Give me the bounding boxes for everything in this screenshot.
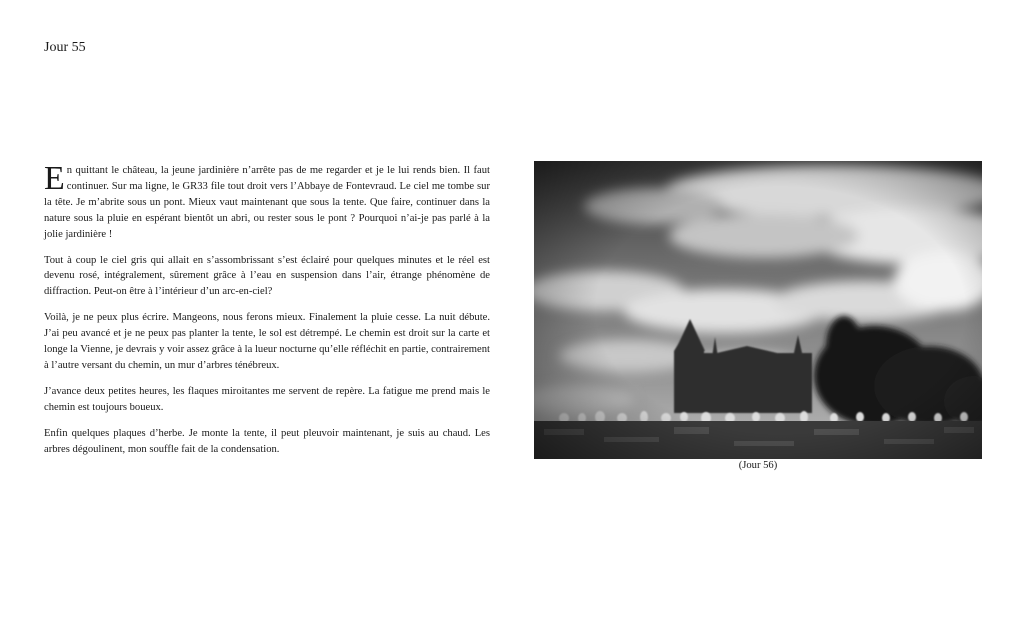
- paragraph-1: [44, 160, 490, 243]
- abbey-photo: [534, 161, 982, 459]
- paragraph-1-rest: n quittant le château, la jeune jardinière n’arrête pas de me regarder et je le lui rends bien. Il faut continuer. Sur ma ligne, le GR33 file tout droit vers l’Abbaye de Fontevraud. Le ciel me tombe sur la tête. Je m’abrite sous un pont. Mieux vaut maintenant que sous la tente. Que faire, continuer dans la nature sous la pluie en espérant bientôt un abri, ou rester sous le pont ? Pourquoi n’ai-je pas parlé à la jolie jardinière !: [44, 165, 490, 240]
- drop-cap: E: [44, 160, 65, 197]
- paragraph-3: Voilà, je ne peux plus écrire. Mangeons, nous ferons mieux. Finalement la pluie cesse. La nuit débute. J’ai peu avancé et je ne peux pas planter la tente, le sol est détrempé. Le chemin est droit sur la carte et longe la Vienne, je devrais y voir assez grâce à la lueur nocturne qu’elle réfléchit en partie, contrairement à l’autre versant du chemin, un mur d’arbres ténébreux.: [44, 312, 490, 371]
- photo-caption: (Jour 56): [738, 460, 778, 471]
- text-column: [44, 160, 490, 468]
- abbey-photo-illustration: [534, 161, 982, 459]
- paragraph-5: Enfin quelques plaques d’herbe. Je monte la tente, il peut pleuvoir maintenant, je suis au chaud. Les arbres dégoulinent, mon souffle fait de la condensation.: [44, 427, 490, 455]
- paragraph-4: J’avance deux petites heures, les flaques miroitantes me servent de repère. La fatigue me prend mais le chemin est toujours boueux.: [44, 385, 490, 413]
- paragraph-2: Tout à coup le ciel gris qui allait en s’assombrissant s’est éclairé pour quelques minutes et le réel est devenu rosé, intégralement, sûrement grâce à l’eau en suspension dans l’air, étrange phénomène de diffraction. Peut-on être à l’intérieur d’un arc-en-ciel?: [44, 254, 490, 298]
- page-heading: Jour 55: [44, 40, 86, 55]
